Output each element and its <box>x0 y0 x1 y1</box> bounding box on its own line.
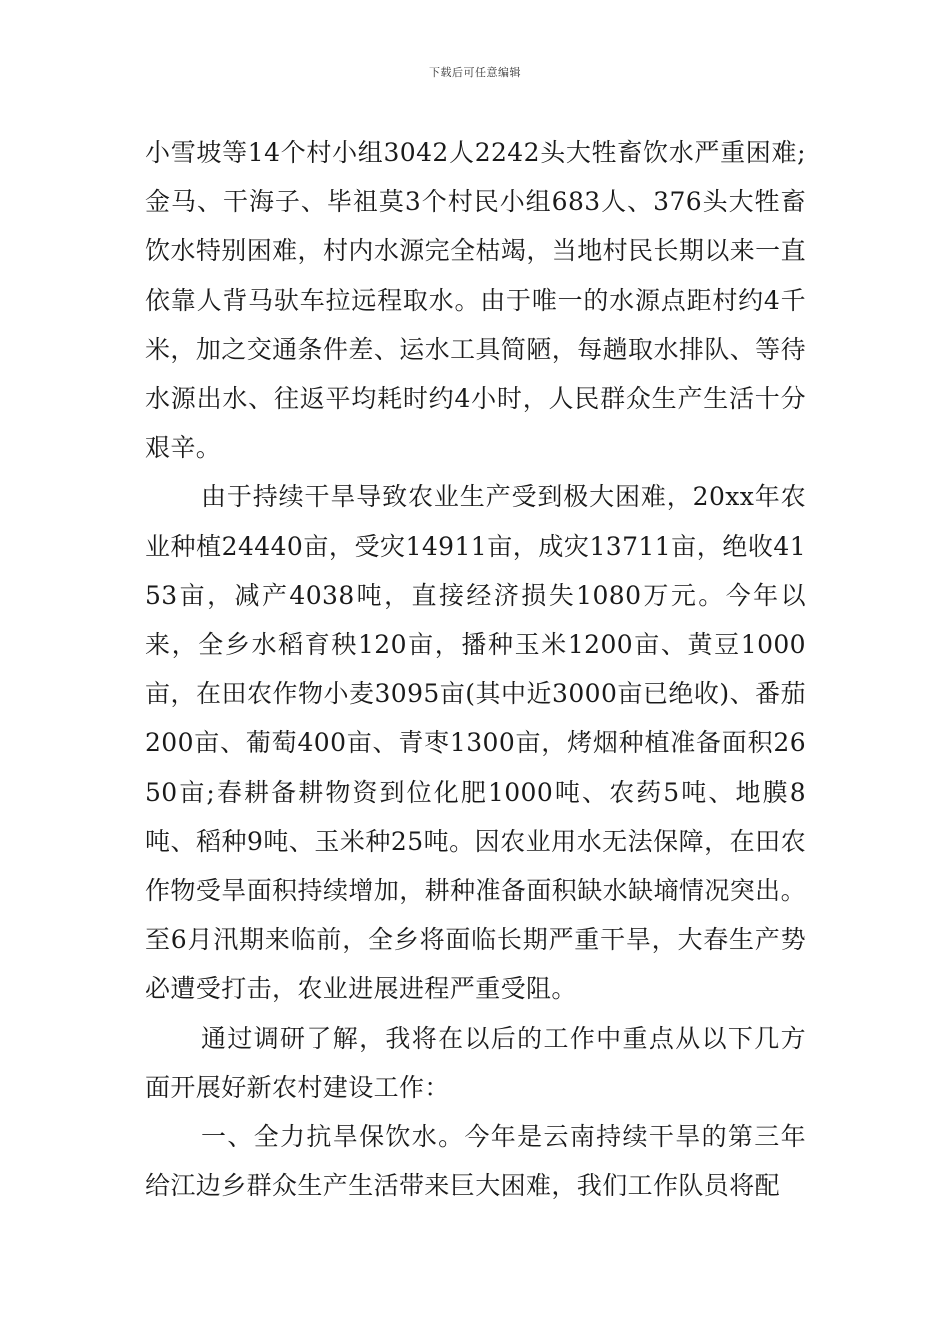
paragraph-agriculture-losses: 由于持续干旱导致农业生产受到极大困难，20xx年农业种植24440亩，受灾14911亩，成灾13711亩，绝收4153亩，减产4038吨，直接经济损失1080万元。今年以来，全乡水稻育秧120亩，播种玉米1200亩、黄豆1000亩，在田农作物小麦3095亩(其中近3000亩已绝收)、番茄200亩、葡萄400亩、青枣1300亩，烤烟种植准备面积2650亩;春耕备耕物资到位化肥1000吨、农药5吨、地膜8吨、稻种9吨、玉米种25吨。因农业用水无法保障，在田农作物受旱面积持续增加，耕种准备面积缺水缺墒情况突出。至6月汛期来临前，全乡将面临长期严重干旱，大春生产势必遭受打击，农业进展进程严重受阻。 <box>145 482 806 1004</box>
paragraph-water-shortage: 小雪坡等14个村小组3042人2242头大牲畜饮水严重困难;金马、干海子、毕祖莫3个村民小组683人、376头大牲畜饮水特别困难，村内水源完全枯竭，当地村民长期以来一直依靠人背马驮车拉远程取水。由于唯一的水源点距村约4千米，加之交通条件差、运水工具简陋，每趟取水排队、等待水源出水、往返平均耗时约4小时，人民群众生产生活十分艰辛。 <box>145 138 806 463</box>
paragraph-drought-relief: 一、全力抗旱保饮水。今年是云南持续干旱的第三年给江边乡群众生产生活带来巨大困难，我们工作队员将配 <box>145 1122 806 1201</box>
paragraph-work-plan-intro: 通过调研了解，我将在以后的工作中重点从以下几方面开展好新农村建设工作： <box>145 1023 806 1102</box>
page-header: 下载后可任意编辑 <box>429 66 521 79</box>
document-body <box>145 128 806 1210</box>
